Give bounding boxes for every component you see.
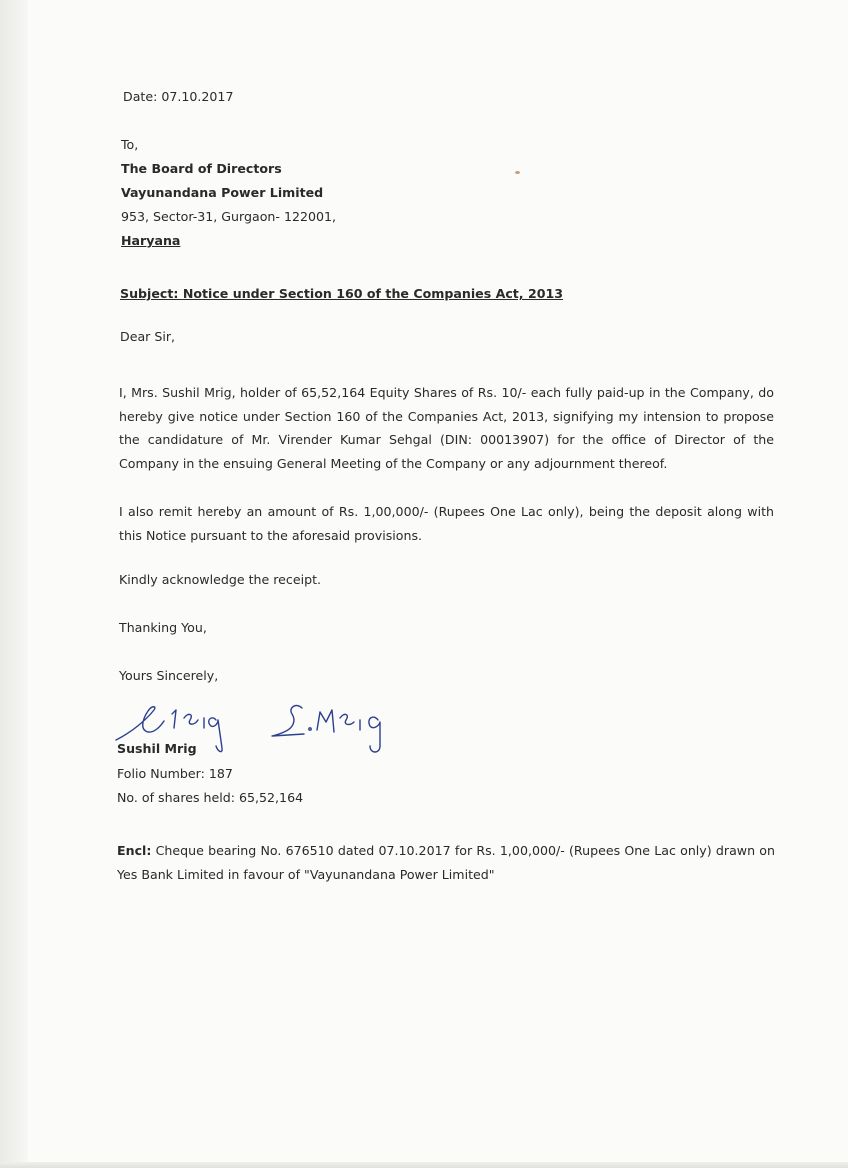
signature-stroke bbox=[272, 706, 304, 736]
subject-line: Subject: Notice under Section 160 of the Companies Act, 2013 bbox=[120, 286, 564, 301]
closing-line: Yours Sincerely, bbox=[119, 668, 219, 683]
address-line: 953, Sector-31, Gurgaon- 122001, bbox=[121, 209, 337, 224]
signature-stroke bbox=[184, 714, 198, 724]
signature-stroke bbox=[172, 710, 176, 728]
enclosure-text: Cheque bearing No. 676510 dated 07.10.2017 for Rs. 1,00,000/- (Rupees One Lac only) drawn on Yes Bank Limited in favour of "Vayunandana Power Limited" bbox=[117, 843, 775, 882]
signature-stroke bbox=[317, 710, 334, 732]
address-state: Haryana bbox=[121, 233, 181, 248]
folio-number: Folio Number: 187 bbox=[117, 766, 233, 781]
thanks-line: Thanking You, bbox=[119, 620, 207, 635]
company-name: Vayunandana Power Limited bbox=[121, 185, 324, 200]
letter-date: Date: 07.10.2017 bbox=[123, 89, 234, 104]
ink-speck bbox=[515, 171, 520, 174]
scan-edge-bottom bbox=[0, 1162, 848, 1168]
body-paragraph-1: I, Mrs. Sushil Mrig, holder of 65,52,164 Equity Shares of Rs. 10/- each fully paid-up in the Company, do hereby give notice under Section 160 of the Companies Act, 2013, signifying my intension to propose the candidature of Mr. Virender Kumar Sehgal (DIN: 00013907) for the office of Director of the Company in the ensuing General Meeting of the Company or any adjournment thereof. bbox=[119, 385, 774, 471]
to-label: To, bbox=[121, 137, 139, 152]
signature-stroke bbox=[340, 714, 354, 724]
enclosure-label: Encl: bbox=[117, 843, 152, 858]
body-paragraph-2: I also remit hereby an amount of Rs. 1,00,000/- (Rupees One Lac only), being the deposit along with this Notice pursuant to the aforesaid provisions. bbox=[119, 504, 774, 543]
signatory-name: Sushil Mrig bbox=[117, 741, 197, 756]
acknowledge-line: Kindly acknowledge the receipt. bbox=[119, 572, 322, 587]
salutation: Dear Sir, bbox=[120, 329, 176, 344]
signature-stroke bbox=[209, 718, 222, 752]
signature-stroke bbox=[309, 728, 311, 730]
signature-stroke bbox=[116, 707, 164, 740]
shares-held: No. of shares held: 65,52,164 bbox=[117, 790, 304, 805]
addressee: The Board of Directors bbox=[121, 161, 282, 176]
scan-edge-left bbox=[0, 0, 28, 1168]
signature-stroke bbox=[369, 717, 380, 752]
enclosure-note bbox=[117, 839, 775, 886]
